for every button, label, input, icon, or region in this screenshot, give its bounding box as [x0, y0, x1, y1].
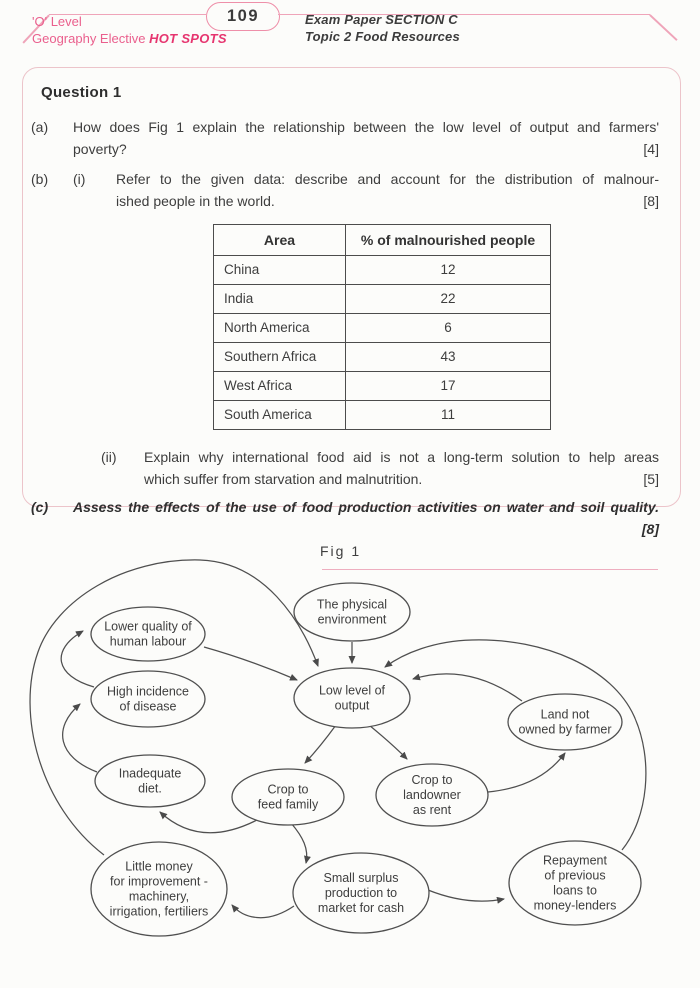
- table-row: [214, 285, 551, 314]
- arrow-lower-quality-labour-to-low-level-output: [204, 647, 297, 680]
- question-part-a: [31, 116, 659, 160]
- node-label-little-money: Little money for improvement -machinery, irrigation, fertiliers: [109, 859, 209, 919]
- value-cell: 43: [346, 343, 551, 372]
- node-little-money: [91, 842, 227, 936]
- table-row: [214, 256, 551, 285]
- node-label-repayment-loans: Repayment of previous loans to money-lenders: [533, 853, 617, 913]
- figure-diagram: [0, 540, 700, 988]
- value-cell: 11: [346, 401, 551, 430]
- node-low-level-output: [294, 668, 410, 728]
- node-label-lower-quality-labour: Lower quality of human labour: [104, 619, 192, 649]
- part-b-i-label: (i): [73, 171, 86, 187]
- node-label-high-incidence-disease: High incidence of disease: [107, 684, 189, 714]
- node-label-inadequate-diet: Inadequate diet.: [118, 766, 182, 796]
- figure-caption: Fig 1: [320, 543, 362, 559]
- node-label-crop-feed-family: Crop to feed family: [257, 782, 319, 812]
- arrow-crop-landowner-rent-to-land-not-owned: [488, 753, 565, 792]
- part-b-ii-text-line2: which suffer from starvation and malnutrition.: [144, 471, 423, 487]
- question-title: Question 1: [41, 84, 122, 101]
- table-body: [214, 256, 551, 430]
- part-b-ii-text-line1: Explain why international food aid is not a long-term solution to help areas: [144, 449, 659, 465]
- area-cell: South America: [214, 401, 346, 430]
- diagram-nodes: [91, 583, 641, 936]
- node-label-land-not-owned: Land not owned by farmer: [518, 707, 612, 737]
- table-header-area: Area: [214, 225, 346, 256]
- part-b-ii-marks: [5]: [643, 471, 659, 487]
- value-cell: 12: [346, 256, 551, 285]
- topic-label: Topic 2 Food Resources: [305, 28, 460, 44]
- arrow-inadequate-diet-to-high-incidence-disease: [63, 704, 97, 772]
- node-physical-environment: [294, 583, 410, 641]
- part-c-text: Assess the effects of the use of food production activities on water and soil quality.: [73, 499, 659, 515]
- table-header-row: [214, 225, 551, 256]
- value-cell: 17: [346, 372, 551, 401]
- brand-label: HOT SPOTS: [149, 31, 227, 46]
- part-b-i-marks: [8]: [643, 193, 659, 209]
- question-part-c: [31, 496, 659, 540]
- page-number: 109: [226, 7, 260, 25]
- section-label: Exam Paper SECTION C: [305, 12, 458, 27]
- part-a-label: (a): [31, 119, 49, 135]
- arrow-high-incidence-disease-to-lower-quality-labour: [61, 631, 94, 687]
- node-crop-landowner-rent: [376, 764, 488, 826]
- area-cell: Southern Africa: [214, 343, 346, 372]
- part-b-ii-label: (ii): [101, 449, 117, 465]
- node-repayment-loans: [509, 841, 641, 925]
- area-cell: India: [214, 285, 346, 314]
- arrow-small-surplus-to-little-money: [232, 905, 294, 918]
- part-a-text-line1: How does Fig 1 explain the relationship between the low level of output and farmers': [73, 119, 659, 135]
- arrow-crop-feed-family-to-inadequate-diet: [160, 812, 257, 833]
- node-label-small-surplus: Small surplus production to market for cash: [317, 871, 405, 915]
- value-cell: 6: [346, 314, 551, 343]
- node-label-crop-landowner-rent: Crop to landowner as rent: [403, 773, 461, 817]
- part-c-marks: [8]: [641, 521, 659, 537]
- series-label: Geography Elective HOT SPOTS: [32, 31, 227, 46]
- node-small-surplus: [293, 853, 429, 933]
- part-c-label: (c): [31, 499, 49, 515]
- part-b-i-text-line1: Refer to the given data: describe and account for the distribution of malnour-: [116, 171, 659, 187]
- arrow-crop-feed-family-to-small-surplus: [291, 823, 307, 863]
- table-header-percent: % of malnourished people: [346, 225, 551, 256]
- value-cell: 22: [346, 285, 551, 314]
- level-label: 'O' Level: [32, 14, 82, 29]
- arrow-low-level-output-to-crop-feed-family: [305, 725, 336, 763]
- table-row: [214, 372, 551, 401]
- question-part-b-ii: [31, 446, 659, 490]
- table-row: [214, 401, 551, 430]
- node-crop-feed-family: [232, 769, 344, 825]
- area-cell: West Africa: [214, 372, 346, 401]
- node-label-physical-environment: The physical environment: [316, 597, 388, 627]
- part-b-i-text-line2: ished people in the world.: [116, 193, 275, 209]
- question-box: [22, 67, 681, 537]
- header-section-block: [305, 12, 460, 45]
- arrow-small-surplus-to-repayment-loans: [428, 890, 504, 901]
- node-lower-quality-labour: [91, 607, 205, 661]
- part-a-marks: [4]: [643, 141, 659, 157]
- question-part-b-i: [31, 168, 659, 212]
- node-inadequate-diet: [95, 755, 205, 807]
- part-a-text-line2: poverty?: [73, 141, 127, 157]
- header-right-diagonal-rule: [649, 14, 677, 40]
- area-cell: North America: [214, 314, 346, 343]
- table-row: [214, 343, 551, 372]
- arrow-low-level-output-to-crop-landowner-rent: [369, 725, 407, 759]
- table-row: [214, 314, 551, 343]
- malnourishment-table: [213, 224, 551, 430]
- part-b-label: (b): [31, 171, 49, 187]
- header-series-block: [32, 13, 227, 47]
- area-cell: China: [214, 256, 346, 285]
- node-high-incidence-disease: [91, 671, 205, 727]
- node-label-low-level-output: Low level of output: [318, 683, 386, 713]
- node-land-not-owned: [508, 694, 622, 750]
- arrow-land-not-owned-to-low-level-output: [413, 674, 522, 701]
